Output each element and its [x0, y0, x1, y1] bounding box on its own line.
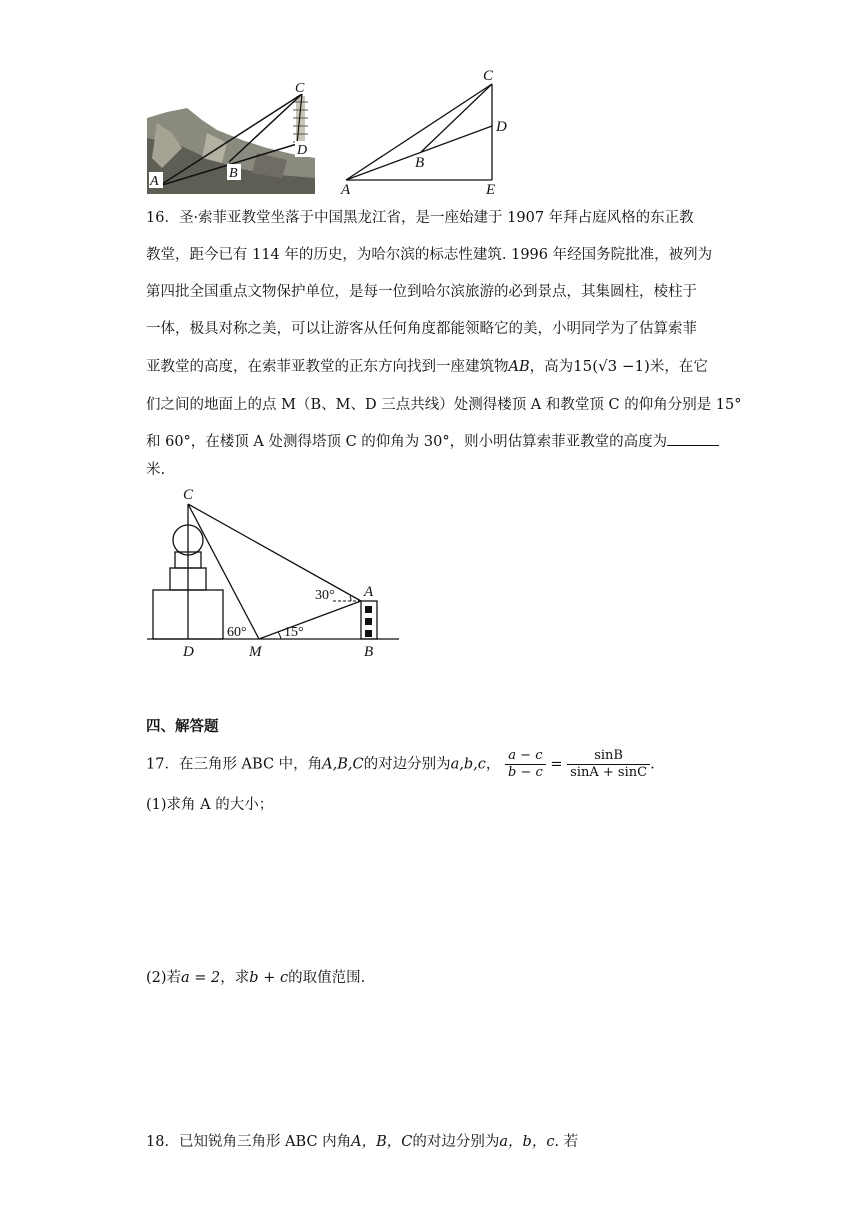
diagram-label-d: D: [496, 119, 507, 135]
diagram-label-a: A: [341, 182, 351, 196]
angle-label-30: 30°: [315, 588, 335, 603]
church-label-a: A: [364, 584, 374, 600]
q16-line-3: 第四批全国重点文物保护单位，是每一位到哈尔滨旅游的必到景点，其集圆柱，棱柱于: [146, 284, 697, 300]
triangle-figure: [336, 64, 516, 196]
q16-number: 16．: [146, 210, 179, 226]
photo-label-b: B: [229, 166, 238, 181]
angle-label-60: 60°: [227, 625, 247, 640]
church-label-b: B: [364, 644, 374, 660]
q16-line-5: 亚教堂的高度，在索菲亚教堂的正东方向找到一座建筑物AB，高为15(√3 −1)米，在它: [146, 357, 708, 375]
q18-line-1: 18．已知锐角三角形 ABC 内角A，B，C的对边分别为a，b，c. 若: [146, 1134, 579, 1150]
answer-blank[interactable]: [667, 431, 719, 446]
photo-label-d: D: [297, 143, 308, 158]
angle-label-15: 15°: [284, 625, 304, 640]
q16-line-8: 米.: [146, 462, 166, 478]
fraction-left: $\frac{a - c}{b - c}$: [505, 748, 546, 781]
q16-line-7: 和 60°，在楼顶 A 处测得塔顶 C 的仰角为 30°，则小明估算索菲亚教堂的高度为: [146, 430, 719, 451]
q16-line-4: 一体，极具对称之美，可以让游客从任何角度都能领略它的美，小明同学为了估算索菲: [146, 321, 697, 337]
diagram-label-e: E: [486, 182, 496, 196]
photo-label-c: C: [295, 81, 305, 96]
church-label-d: D: [183, 644, 194, 660]
q16-line-6: 们之间的地面上的点 M（B、M、D 三点共线）处测得楼顶 A 和教堂顶 C 的仰角分别是 15°: [146, 397, 742, 413]
church-figure: [145, 484, 405, 660]
church-label-m: M: [249, 644, 262, 660]
photo-figure: [147, 78, 315, 194]
q16-line-2: 教堂，距今已有 114 年的历史，为哈尔滨的标志性建筑. 1996 年经国务院批准，被列为: [146, 247, 713, 263]
church-label-c: C: [183, 487, 194, 503]
diagram-label-c: C: [483, 68, 494, 84]
photo-label-a: A: [150, 174, 159, 189]
q17-line-1: 17．在三角形 ABC 中，角A,B,C的对边分别为a,b,c， $\frac{a - c}{b - c}$ = $\frac{\sin B}{\sin A + \sin C}$ .: [146, 748, 655, 780]
fraction-right: $\frac{\sin B}{\sin A + \sin C}$: [567, 748, 650, 781]
height-expression: 15(√3 −1): [573, 357, 650, 375]
q17-part-2: (2)若a = 2，求b + c的取值范围.: [146, 970, 366, 986]
section-title: 四、解答题: [146, 718, 219, 735]
q17-part-1: (1)求角 A 的大小；: [146, 797, 274, 813]
q16-line-1: 16．圣·索菲亚教堂坐落于中国黑龙江省，是一座始建于 1907 年拜占庭风格的东正教: [146, 210, 694, 226]
diagram-label-b: B: [415, 155, 425, 171]
